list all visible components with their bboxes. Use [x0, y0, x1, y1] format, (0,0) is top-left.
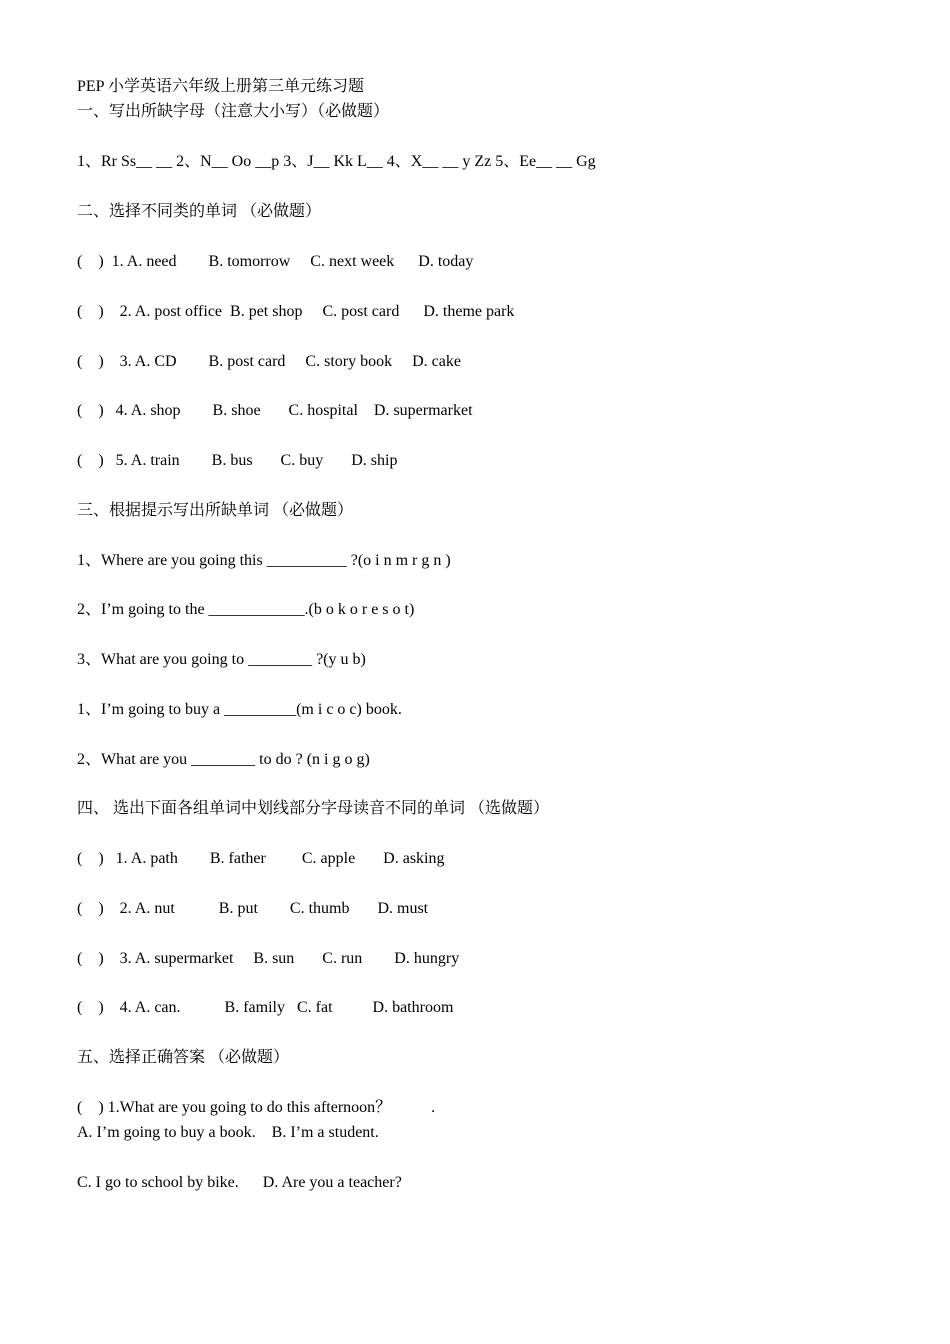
section-2-question-1: ( ) 1. A. need B. tomorrow C. next week D. today — [77, 253, 474, 270]
section-4-question-3: ( ) 3. A. supermarket B. sun C. run D. hungry — [77, 950, 460, 967]
section-4-question-1: ( ) 1. A. path B. father C. apple D. asking — [77, 850, 445, 867]
section-4-heading: 四、 选出下面各组单词中划线部分字母读音不同的单词 （选做题） — [77, 800, 550, 817]
section-3-question-2: 2、I’m going to the ____________.(b o k o r e s o t) — [77, 601, 415, 618]
document-title: PEP 小学英语六年级上册第三单元练习题 — [77, 78, 364, 95]
section-4-question-4: ( ) 4. A. can. B. family C. fat D. bathroom — [77, 999, 454, 1016]
section-3-question-4: 1、I’m going to buy a _________(m i c o c) book. — [77, 701, 402, 718]
section-5-option-line-1: A. I’m going to buy a book. B. I’m a student. — [77, 1124, 379, 1141]
section-3-question-3: 3、What are you going to ________ ?(y u b) — [77, 651, 366, 668]
section-3-question-1: 1、Where are you going this __________ ?(o i n m r g n ) — [77, 552, 451, 569]
section-3-question-5: 2、What are you ________ to do ? (n i g o g) — [77, 751, 370, 768]
section-1-letters: 1、Rr Ss__ __ 2、N__ Oo __p 3、J__ Kk L__ 4、X__ __ y Zz 5、Ee__ __ Gg — [77, 153, 596, 170]
section-5-option-line-2: C. I go to school by bike. D. Are you a teacher? — [77, 1174, 402, 1191]
section-1-heading: 一、写出所缺字母（注意大小写）（必做题） — [77, 103, 390, 120]
section-2-question-4: ( ) 4. A. shop B. shoe C. hospital D. supermarket — [77, 402, 473, 419]
section-2-heading: 二、选择不同类的单词 （必做题） — [77, 203, 322, 220]
section-5-question-1: ( ) 1.What are you going to do this afternoon？ . — [77, 1099, 436, 1116]
section-2-question-5: ( ) 5. A. train B. bus C. buy D. ship — [77, 452, 398, 469]
section-2-question-2: ( ) 2. A. post office B. pet shop C. post card D. theme park — [77, 303, 515, 320]
section-5-heading: 五、选择正确答案 （必做题） — [77, 1049, 290, 1066]
section-2-question-3: ( ) 3. A. CD B. post card C. story book D. cake — [77, 353, 461, 370]
section-4-question-2: ( ) 2. A. nut B. put C. thumb D. must — [77, 900, 429, 917]
section-3-heading: 三、根据提示写出所缺单词 （必做题） — [77, 502, 354, 519]
